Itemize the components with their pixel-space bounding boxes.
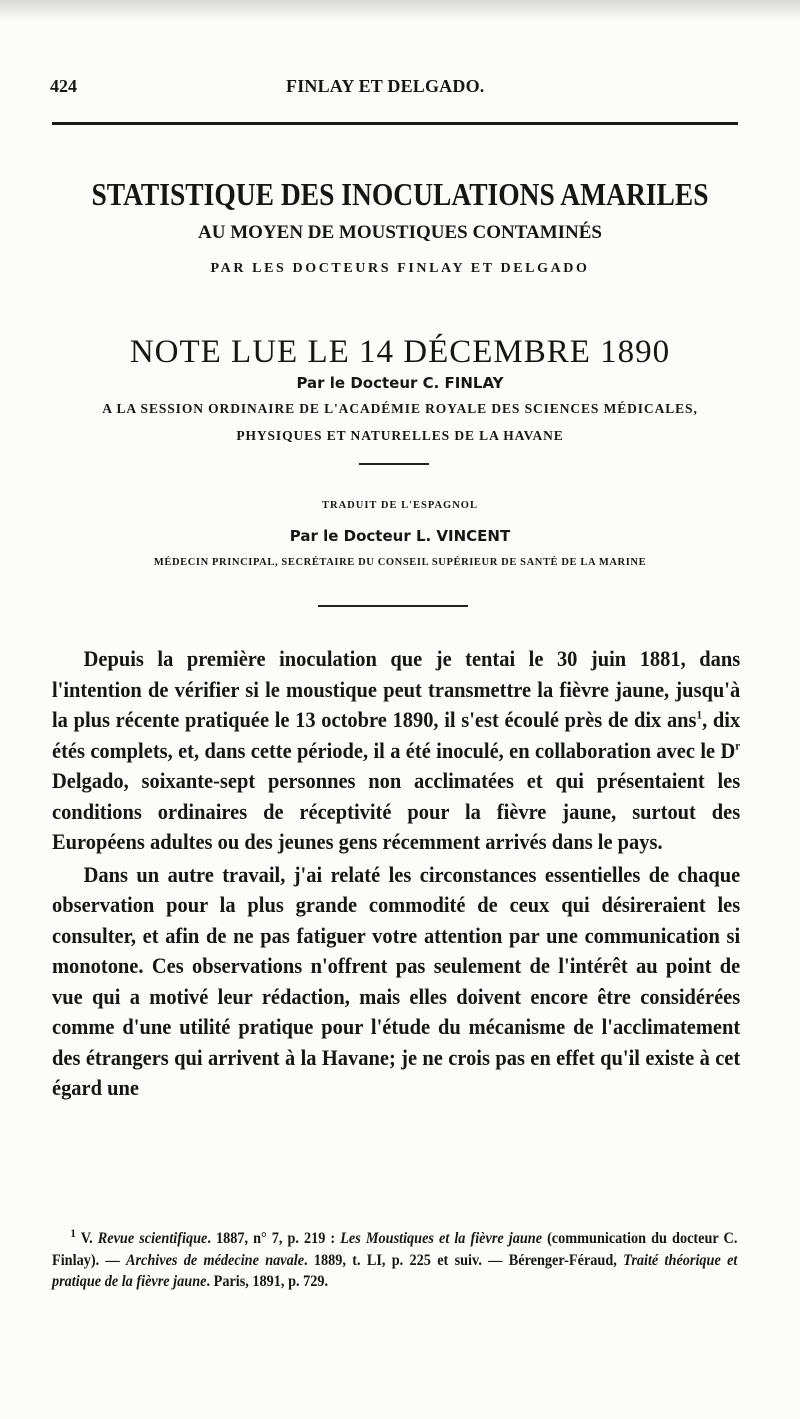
translation-note: TRADUIT DE L'ESPAGNOL	[322, 500, 478, 511]
body-paragraph-2: Dans un autre travail, j'ai relaté les circonstances essentielles de chaque observation pour la plus grande commodité de ceux qui désireraient les consulter, et afin de ne pas fatiguer votre attention par une communication si monotone. Ces observations n'offrent pas seulement de l'intérêt au point de vue qui a motivé leur rédaction, mais elles doivent encore être considérées comme d'une utilité pratique pour l'étude du mécanisme de l'acclimatement des étrangers qui arrivent à la Havane; je ne crois pas en effet qu'il existe à cet égard une	[52, 861, 741, 1100]
footnotes	[52, 1225, 738, 1293]
paragraph-1-part-b: , dix étés complets, et, dans cette période, il a été inoculé, en collaboration avec le D	[52, 707, 741, 763]
footnote-text: . 1889, t. LI, p. 225 et suiv. — Bérenger-Féraud,	[304, 1251, 624, 1269]
doctor-superscript: r	[735, 738, 741, 753]
header-rule	[52, 122, 738, 125]
footnote-journal: Revue scientifique	[97, 1230, 208, 1247]
translator-vincent: Par le Docteur L. VINCENT	[289, 527, 511, 545]
running-title: FINLAY ET DELGADO.	[286, 76, 485, 96]
article-authors: PAR LES DOCTEURS FINLAY ET DELGADO	[210, 261, 590, 276]
article-subtitle: AU MOYEN DE MOUSTIQUES CONTAMINÉS	[198, 222, 602, 243]
footnote-text: V.	[75, 1230, 98, 1247]
footnote-text: . Paris, 1891, p. 729.	[206, 1273, 329, 1290]
session-line-2: PHYSIQUES ET NATURELLES DE LA HAVANE	[236, 428, 564, 443]
footnote-text: . 1887, n° 7, p. 219 :	[207, 1230, 341, 1247]
footnote-1	[52, 1225, 738, 1293]
author-finlay: Par le Docteur C. FINLAY	[296, 374, 504, 392]
footnote-text: (communication du docteur C. Finlay). —	[52, 1230, 738, 1269]
body-text	[52, 644, 740, 1104]
running-head	[50, 76, 740, 104]
page-number: 424	[50, 76, 77, 96]
section-divider-2	[318, 605, 468, 607]
footnote-title: Traité théorique et pratique de la fièvre jaune	[52, 1251, 738, 1290]
footnote-title: Les Moustiques et la fièvre jaune	[340, 1230, 543, 1247]
paragraph-1-part-c: Delgado, soixante-sept personnes non acclimatées et qui présentaient les conditions ordinaires de réceptivité pour la fièvre jaune, surtout des Européens adultes ou des jeunes gens récemment arrivés dans le pays.	[52, 768, 741, 854]
footnote-marker: 1	[70, 1225, 76, 1240]
article-title: STATISTIQUE DES INOCULATIONS AMARILES	[91, 176, 709, 212]
section-divider	[359, 463, 429, 465]
translator-role: MÉDECIN PRINCIPAL, SECRÉTAIRE DU CONSEIL SUPÉRIEUR DE SANTÉ DE LA MARINE	[153, 557, 647, 568]
footnote-journal: Archives de médecine navale	[125, 1251, 305, 1269]
page-edge-shadow	[0, 0, 800, 22]
session-line-1: A LA SESSION ORDINAIRE DE L'ACADÉMIE ROYALE DES SCIENCES MÉDICALES,	[102, 401, 698, 416]
footnote-reference: 1	[696, 707, 703, 722]
paragraph-1-part-a: Depuis la première inoculation que je tentai le 30 juin 1881, dans l'intention de vérifier si le moustique peut transmettre la fièvre jaune, jusqu'à la plus récente pratiquée le 13 octobre 1890, il s'est écoulé près de dix ans	[52, 646, 741, 732]
note-title: NOTE LUE LE 14 DÉCEMBRE 1890	[129, 334, 671, 370]
body-paragraph-1	[52, 644, 740, 858]
